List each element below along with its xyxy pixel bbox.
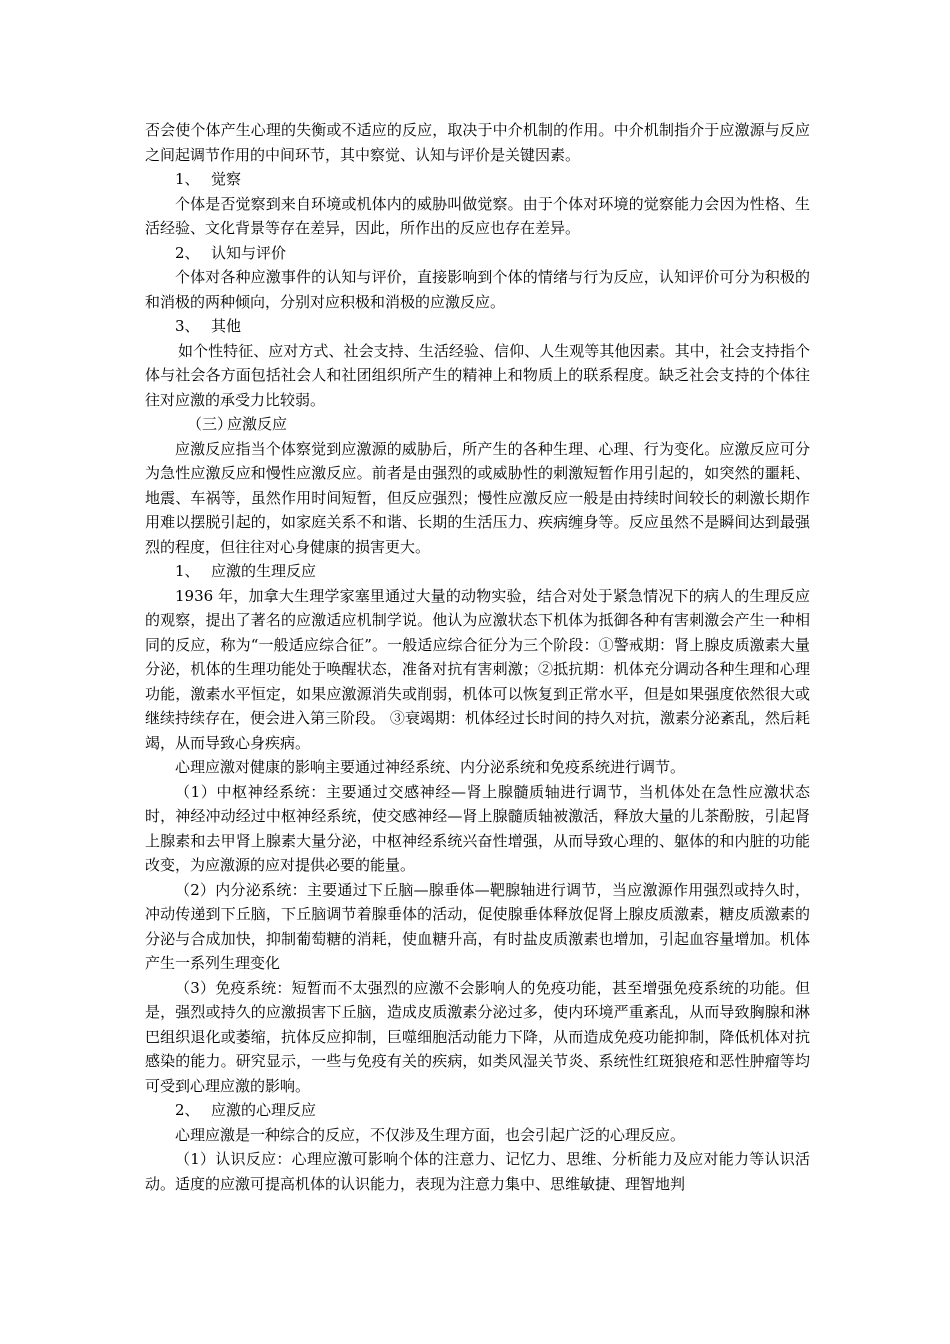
heading-number: 1、: [175, 170, 200, 188]
paragraph-central-nervous: （1）中枢神经系统：主要通过交感神经—肾上腺髓质轴进行调节，当机体处在急性应激状态时，神经冲动经过中枢神经系统，使交感神经—肾上腺髓质轴被激活，释放大量的儿茶酚胺，引起肾上腺素和去甲肾上腺素大量分泌，中枢神经系统兴奋性增强，从而导致心理的、躯体的和内脏的功能改变，为应激源的应对提供必要的能量。: [145, 782, 810, 874]
heading-title: 觉察: [211, 170, 242, 188]
heading-number: 2、: [175, 1101, 200, 1119]
heading-stress-response: [145, 412, 810, 437]
heading-cognition: [145, 241, 810, 266]
paragraph-endocrine: （2）内分泌系统：主要通过下丘脑—腺垂体—靶腺轴进行调节，当应激源作用强烈或持久时，冲动传递到下丘脑，下丘脑调节着腺垂体的活动，促使腺垂体释放促肾上腺皮质激素，糖皮质激素的分泌与合成加快，抑制葡萄糖的消耗，使血糖升高，有时盐皮质激素也增加，引起血容量增加。机体产生一系列生理变化: [145, 880, 810, 972]
heading-physiological: [145, 559, 810, 584]
heading-title: 其他: [211, 317, 242, 335]
heading-title: 认知与评价: [211, 243, 287, 262]
heading-number: （三）: [187, 415, 233, 433]
paragraph-other: 如个性特征、应对方式、社会支持、生活经验、信仰、人生观等其他因素。其中，社会支持指个体与社会各方面包括社会人和社团组织所产生的精神上和物质上的联系程度。缺乏社会支持的个体往往对应激的承受力比较弱。: [145, 341, 810, 409]
paragraph-awareness: 个体是否觉察到来自环境或机体内的威胁叫做觉察。由于个体对环境的觉察能力会因为性格、生活经验、文化背景等存在差异，因此，所作出的反应也存在差异。: [145, 194, 810, 237]
document-page: [145, 118, 810, 1196]
heading-psychological: [145, 1098, 810, 1123]
paragraph-health-effects: 心理应激对健康的影响主要通过神经系统、内分泌系统和免疫系统进行调节。: [175, 758, 686, 776]
heading-number: 2、: [175, 243, 200, 262]
paragraph-stress-response: 应激反应指当个体察觉到应激源的威胁后，所产生的各种生理、心理、行为变化。应激反应可分为急性应激反应和慢性应激反应。前者是由强烈的或威胁性的刺激短暂作用引起的，如突然的噩耗、地震、车祸等，虽然作用时间短暂，但反应强烈；慢性应激反应一般是由持续时间较长的刺激长期作用难以摆脱引起的，如家庭关系不和谐、长期的生活压力、疾病缠身等。反应虽然不是瞬间达到最强烈的程度，但往往对心身健康的损害更大。: [145, 439, 810, 556]
paragraph-cognition: 个体对各种应激事件的认知与评价，直接影响到个体的情绪与行为反应，认知评价可分为积极的和消极的两种倾向，分别对应积极和消极的应激反应。: [145, 268, 810, 311]
heading-title: 应激的心理反应: [211, 1101, 317, 1119]
heading-awareness: [145, 167, 810, 192]
heading-title: 应激反应: [227, 415, 288, 433]
heading-number: 3、: [175, 317, 200, 335]
heading-title: 应激的生理反应: [211, 562, 317, 580]
paragraph-intro: 否会使个体产生心理的失衡或不适应的反应，取决于中介机制的作用。中介机制指介于应激源与反应之间起调节作用的中间环节，其中察觉、认知与评价是关键因素。: [145, 121, 810, 164]
paragraph-psychological: 心理应激是一种综合的反应，不仅涉及生理方面，也会引起广泛的心理反应。: [175, 1125, 686, 1144]
paragraph-physiological: 1936 年，加拿大生理学家塞里通过大量的动物实验，结合对处于紧急情况下的病人的生理反应的观察，提出了著名的应激适应机制学说。他认为应激状态下机体为抵御各种有害刺激会产生一种相同的反应，称为“一般适应综合征”。一般适应综合征分为三个阶段：①警戒期：肾上腺皮质激素大量分泌，机体的生理功能处于唤醒状态，准备对抗有害刺激；②抵抗期：机体充分调动各种生理和心理功能，激素水平恒定，如果应激源消失或削弱，机体可以恢复到正常水平，但是如果强度依然很大或继续持续存在，便会进入第三阶段。 ③衰竭期：机体经过长时间的持久对抗，激素分泌紊乱，然后耗竭，从而导致心身疾病。: [145, 586, 810, 752]
heading-number: 1、: [175, 562, 200, 580]
paragraph-cognitive-reaction: （1）认识反应：心理应激可影响个体的注意力、记忆力、思维、分析能力及应对能力等认识活动。适度的应激可提高机体的认识能力，表现为注意力集中、思维敏捷、理智地判: [145, 1150, 810, 1193]
paragraph-immune: （3）免疫系统：短暂而不太强烈的应激不会影响人的免疫功能，甚至增强免疫系统的功能。但是，强烈或持久的应激损害下丘脑，造成皮质激素分泌过多，使内环境严重紊乱，从而导致胸腺和淋巴组织退化或萎缩，抗体反应抑制，巨噬细胞活动能力下降，从而造成免疫功能抑制，降低机体对抗感染的能力。研究显示，一些与免疫有关的疾病，如类风湿关节炎、系统性红斑狼疮和恶性肿瘤等均可受到心理应激的影响。: [145, 978, 810, 1095]
heading-other: [145, 314, 810, 339]
